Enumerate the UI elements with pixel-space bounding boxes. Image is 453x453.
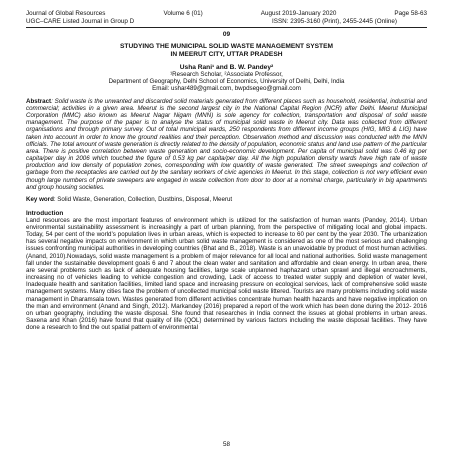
ugc-listing: UGC–CARE Listed Journal in Group D <box>26 17 135 25</box>
journal-name: Journal of Global Resources <box>26 10 106 17</box>
author-department: Department of Geography, Delhi School of Economics, University of Delhi, Delhi, India <box>108 78 345 85</box>
running-header <box>26 10 427 28</box>
introduction-text: Land resources are the most important features of environment which is utilized for the satisfaction of human wants (Pandey, 2014). Urban environmental sustainability assessment is increasingly a part of urban planning, from the perspective of mitigating local and global impacts. Today, 54 per cent of the world’s population lives in urban areas, which is expected to increase to 60 per cent by the year 2030. The urbanization has several negative impacts on environment in which urban solid waste management is considered as one of the most serious and challenging issues confronting municipal authorities in developing countries (Bhat and B., 2018). Waste is an unavoidable by product of most human activities. (Anand, 2010).Nowadays, solid waste management is a problem of major relevance for all local and national authorities. Solid waste management fall under the sustainable development goals 6 and 7 about the clean water and sanitation and affordable and clean energy. In urban area, there are several problems such as lack of adequate housing facilities, large scale unplanned haphazard urban sprawl and illegal encroachments, increasing no of vehicles leading to vehicle congestion and crowding, Lack of access to treated water supply and depletion of water level, Inadequate health and sanitation facilities, limited land space and increasing pressure on ecological services, lack of comprehensive solid waste management systems. Many cities face the problem of uncollected municipal solid waste littered. Tourists are many problems including solid waste management in Dharamsala town. Wastes generated from different activities concentrate human health hazards and have negative implication on the man and environment (Anand and Singh, 2012). Markandey (2016) prepared a report of the work which has been done during the 2012- 2016 on urban geography, including the waste disposal. She found that researches in India connect the issues at global problems in urban areas. Saxena and Khan (2016) have found that quality of life (QOL) determined by various factors including the waste disposal facilities. They have done a research to find the out spatial pattern of environmental <box>26 216 427 332</box>
issn-info: ISSN: 2395-3160 (Print), 2455-2445 (Online) <box>272 17 397 25</box>
affiliations <box>26 71 427 93</box>
author-names: Usha Rani¹ and B. W. Pandey² <box>179 63 274 71</box>
title-line-1: STUDYING THE MUNICIPAL SOLID WASTE MANAGEMENT SYSTEM <box>120 42 333 50</box>
header-divider <box>26 27 427 28</box>
header-row-1 <box>26 10 427 18</box>
journal-period: August 2019-January 2020 <box>260 10 337 17</box>
header-row-2 <box>26 18 427 26</box>
title-line-2: IN MEERUT CITY, UTTAR PRADESH <box>170 50 283 58</box>
page-number: 58 <box>222 441 230 448</box>
introduction-heading: Introduction <box>26 209 64 217</box>
abstract-text: : Solid waste is the unwanted and discarded solid materials generated from different places such as household, residential, industrial and commercial; activities in a given area. Meerut is the second largest city in the National Capital Region (NCR) after Delhi. Meerut Municipal Corporation (MMC) also known as Meerut Nagar Nigam (MNN) is sole agency for collection, transportation and disposal of solid waste management. The purpose of the paper is to analyse the status of municipal solid waste in Meerut city. Data was collected from different organisations and through primary survey. Out of total municipal wards, 250 respondents from different income groups (HIG, MIG & LIG) have taken into account in order to know the ground realities and their perception. Observation method and discussion was conducted with the MNN officials. The total amount of waste generation is directly related to the density of population, economic status and land use pattern of the particular area. There is positive correlation between waste generation and socio-economic development. Per capita of municipal solid was 0.46 kg per capita/per day in 2006 which touched the figure of 0.53 kg per capita/per day. All the high population density wards have high rate of waste production and low density of population zones, corresponding with low quantity of waste generated. The street sweepings and collection of garbage from the receptacles are carried out by the sanitary workers of civic agencies in Meerut. In this stage, collection is not very efficient even though large numbers of private sweepers are engaged in waste collection from door to door at a nominal charge, particularly in big apartments and group housing societies. <box>26 97 427 191</box>
paper-title <box>26 43 427 59</box>
keywords-label: Key word <box>26 195 54 203</box>
keywords <box>26 196 427 203</box>
journal-pages: Page 58-63 <box>394 10 427 17</box>
keywords-text: : Solid Waste, Generation, Collection, Dustbins, Disposal, Meerut <box>53 195 233 203</box>
author-roles: ¹Research Scholar, ²Associate Professor, <box>170 70 283 78</box>
abstract-label: Abstract <box>26 97 52 105</box>
article-number: 09 <box>222 30 231 38</box>
journal-volume: Volume 6 (01) <box>163 10 203 17</box>
author-email: Email: ushar489@gmail.com, bwpdsegeo@gmail.com <box>152 85 301 93</box>
abstract <box>26 98 427 191</box>
